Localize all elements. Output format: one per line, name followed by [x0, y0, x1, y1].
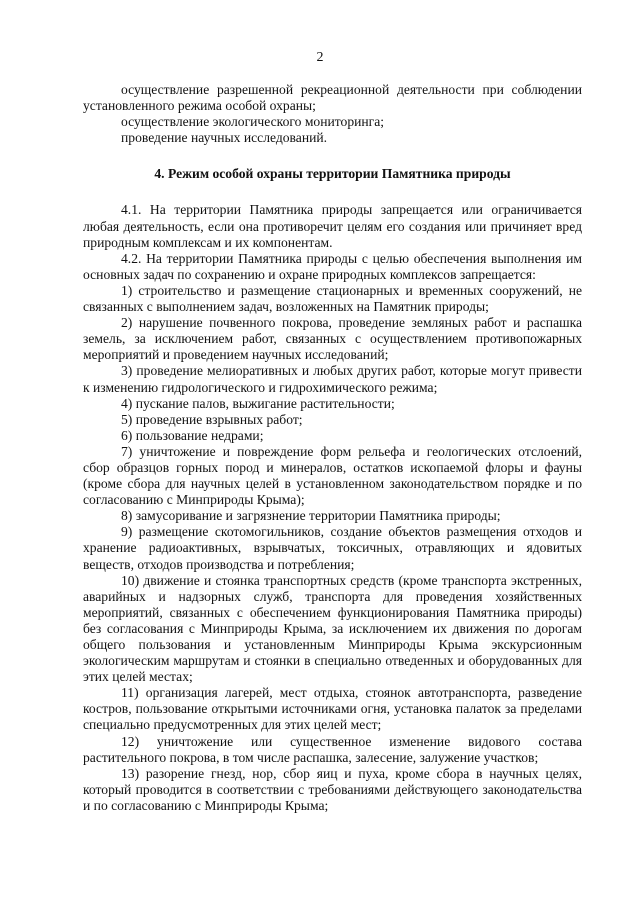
list-item: 5) проведение взрывных работ; [121, 411, 303, 427]
section-heading: 4. Режим особой охраны территории Памятника природы [154, 166, 511, 182]
list-item: 3) проведение мелиоративных и любых других работ, которые могут привести к изменению гидрологического и гидрохимического режима; [83, 363, 582, 395]
list-item: 4) пускание палов, выжигание растительности; [121, 395, 395, 411]
paragraph: 4.1. На территории Памятника природы запрещается или ограничивается любая деятельность, если она противоречит целям его создания или причиняет вред природным комплексам и их компонентам. [83, 202, 582, 250]
page-number: 2 [316, 50, 324, 65]
paragraph: проведение научных исследований. [121, 130, 328, 146]
paragraph: 4.2. На территории Памятника природы с целью обеспечения выполнения им основных задач по сохранению и охране природных комплексов запрещается: [83, 250, 582, 282]
list-item: 6) пользование недрами; [121, 427, 264, 443]
paragraph: осуществление экологического мониторинга; [121, 114, 385, 130]
list-item: 9) размещение скотомогильников, создание объектов размещения отходов и хранение радиоактивных, взрывчатых, токсичных, отравляющих и ядовитых веществ, отходов производства и потребления; [83, 524, 582, 572]
document-body [83, 82, 582, 814]
list-item: 8) замусоривание и загрязнение территории Памятника природы; [121, 508, 501, 524]
list-item: 7) уничтожение и повреждение форм рельефа и геологических отслоений, сбор образцов горных пород и минералов, остатков ископаемой флоры и фауны (кроме сбора для научных целей в установленном законодательством порядке и по согласованию с Минприроды Крыма); [83, 443, 582, 508]
list-item: 2) нарушение почвенного покрова, проведение земляных работ и распашка земель, за исключением работ, связанных с осуществлением противопожарных мероприятий и проведением научных исследований; [83, 315, 582, 363]
list-item: 11) организация лагерей, мест отдыха, стоянок автотранспорта, разведение костров, пользование открытыми источниками огня, установка палаток за пределами специально предусмотренных для этих целей мест; [83, 685, 582, 733]
paragraph: осуществление разрешенной рекреационной деятельности при соблюдении установленного режима особой охраны; [83, 82, 582, 114]
list-item: 13) разорение гнезд, нор, сбор яиц и пуха, кроме сбора в научных целях, который проводится в соответствии с требованиями действующего законодательства и по согласованию с Минприроды Крыма; [83, 765, 582, 813]
list-item: 10) движение и стоянка транспортных средств (кроме транспорта экстренных, аварийных и надзорных служб, транспорта для проведения хозяйственных мероприятий, связанных с обеспечением функционирования Памятника природы) без согласования с Минприроды Крыма, за исключением их движения по дорогам общего пользования и установленным Минприроды Крыма экскурсионным экологическим маршрутам и стоянки в специально отведенных и оборудованных для этих целей местах; [83, 572, 582, 685]
list-item: 12) уничтожение или существенное изменение видового состава растительного покрова, в том числе распашка, залесение, залужение участков; [83, 733, 582, 765]
list-item: 1) строительство и размещение стационарных и временных сооружений, не связанных с выполнением задач, возложенных на Памятник природы; [83, 282, 582, 315]
